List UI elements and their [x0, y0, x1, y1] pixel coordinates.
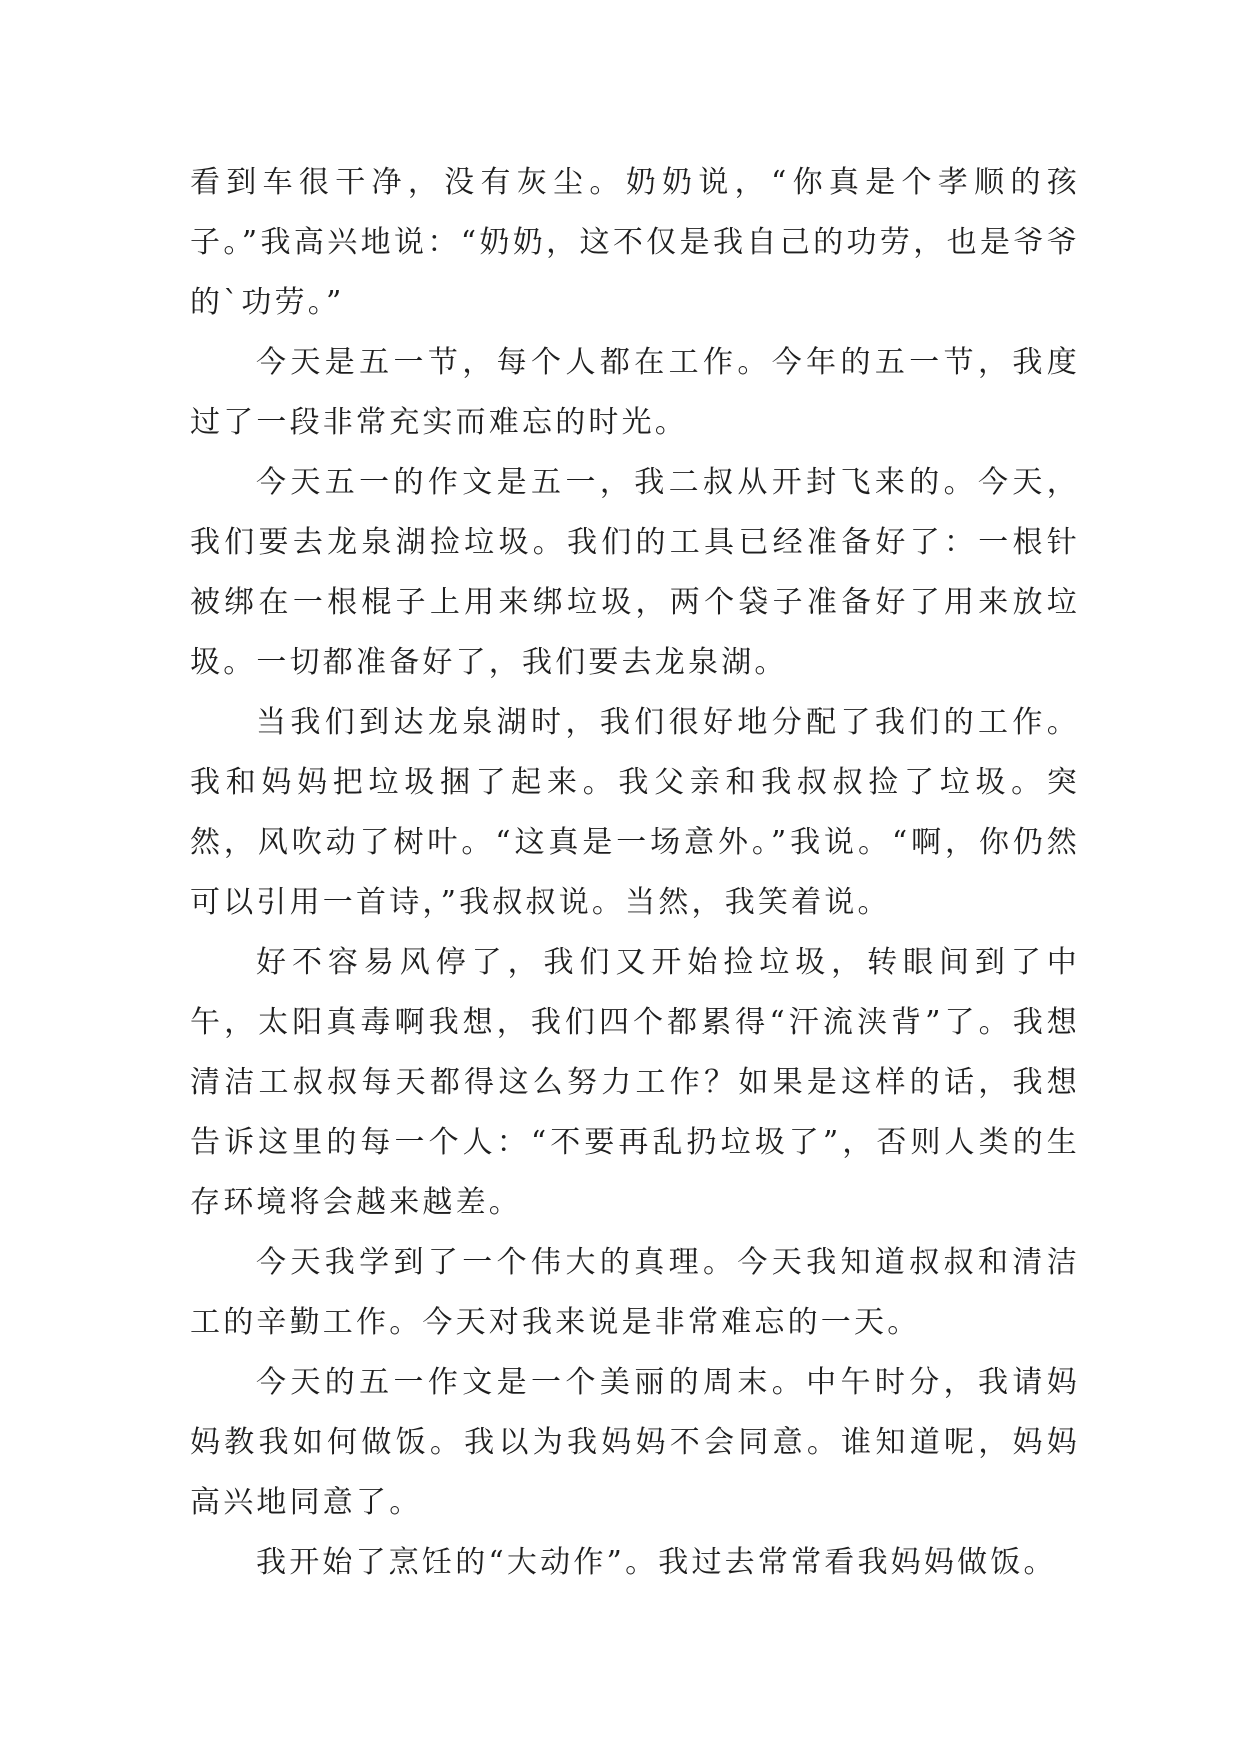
paragraph-5: 好不容易风停了，我们又开始捡垃圾，转眼间到了中午，太阳真毒啊我想，我们四个都累得“汗流浃背”了。我想清洁工叔叔每天都得这么努力工作？如果是这样的话，我想告诉这里的每一个人：“不要再乱扔垃圾了”，否则人类的生存环境将会越来越差。 — [190, 945, 1080, 1220]
paragraph-3: 今天五一的作文是五一，我二叔从开封飞来的。今天，我们要去龙泉湖捡垃圾。我们的工具已经准备好了：一根针被绑在一根棍子上用来绑垃圾，两个袋子准备好了用来放垃圾。一切都准备好了，我们要去龙泉湖。 — [190, 465, 1080, 680]
paragraph-4: 当我们到达龙泉湖时，我们很好地分配了我们的工作。我和妈妈把垃圾捆了起来。我父亲和我叔叔捡了垃圾。突然，风吹动了树叶。“这真是一场意外。”我说。“啊，你仍然可以引用一首诗，”我叔叔说。当然，我笑着说。 — [190, 705, 1080, 920]
paragraph-6: 今天我学到了一个伟大的真理。今天我知道叔叔和清洁工的辛勤工作。今天对我来说是非常难忘的一天。 — [190, 1245, 1080, 1340]
paragraph-1: 看到车很干净，没有灰尘。奶奶说，“你真是个孝顺的孩子。”我高兴地说：“奶奶，这不仅是我自己的功劳，也是爷爷的`功劳。” — [190, 165, 1080, 320]
paragraph-8: 我开始了烹饪的“大动作”。我过去常常看我妈妈做饭。 — [256, 1545, 1057, 1580]
paragraph-7: 今天的五一作文是一个美丽的周末。中午时分，我请妈妈教我如何做饭。我以为我妈妈不会同意。谁知道呢，妈妈高兴地同意了。 — [190, 1365, 1080, 1520]
document-body — [190, 153, 1080, 1593]
paragraph-2: 今天是五一节，每个人都在工作。今年的五一节，我度过了一段非常充实而难忘的时光。 — [190, 345, 1080, 440]
